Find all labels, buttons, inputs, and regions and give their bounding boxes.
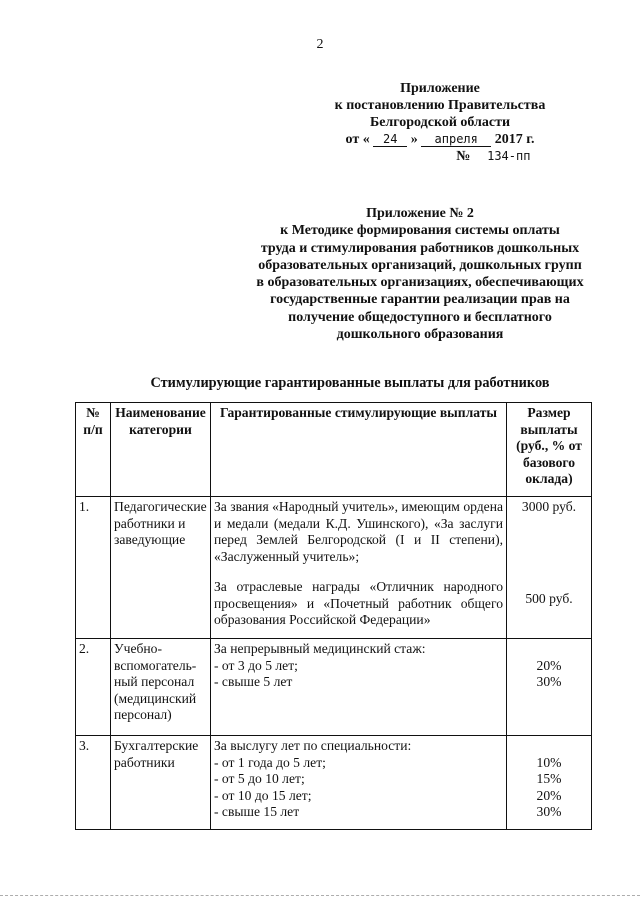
scan-artifact-line (0, 895, 640, 900)
row-payments (211, 497, 507, 639)
list-item: - свыше 5 лет (214, 674, 293, 689)
list-item: - свыше 15 лет (214, 804, 300, 819)
list-item: - от 1 года до 5 лет; (214, 754, 326, 770)
appendix2-line: Приложение № 2 (366, 206, 474, 221)
appendix-resolution: к постановлению Правительства (334, 98, 546, 113)
appendix2-line: дошкольного образования (336, 327, 504, 343)
amount-value: 20% (536, 657, 562, 673)
appendix2-line: образовательных организаций, дошкольных групп (258, 257, 582, 273)
row-payments (211, 639, 507, 736)
amount-value: 20% (536, 787, 562, 803)
amount-value: 3000 руб. (521, 499, 577, 514)
row-category: Учебно-вспомогатель-ный персонал (медицинский персонал) (111, 639, 211, 736)
appendix-region: Белгородской области (369, 115, 511, 130)
appendix2-line: труда и стимулирования работников дошкольных (260, 240, 580, 256)
header-amount: Размер выплаты (руб., % от базового оклада) (507, 403, 592, 497)
payment-intro: За выслугу лет по специальности: (214, 738, 412, 753)
number-value: 134-пп (487, 149, 531, 163)
number-prefix: № (456, 149, 471, 164)
methodology-appendix-header (230, 205, 610, 343)
payment-intro: За непрерывный медицинский стаж: (214, 641, 426, 656)
row-amount (507, 639, 592, 736)
table-title: Стимулирующие гарантированные выплаты для работников (150, 375, 550, 391)
table-row (76, 639, 592, 736)
appendix2-line: государственные гарантии реализации прав на (270, 292, 570, 308)
row-num: 1. (76, 497, 111, 639)
payment-text: За отраслевые награды «Отличник народного просвещения» и «Почетный работник общего образования Российской Федерации» (214, 579, 503, 627)
list-item: - от 5 до 10 лет; (214, 771, 305, 786)
table-row (76, 497, 592, 639)
row-amount (507, 736, 592, 830)
page-number: 2 (316, 37, 324, 52)
appendix2-line: в образовательных организациях, обеспечивающих (256, 275, 584, 291)
date-prefix: от « (345, 132, 370, 147)
amount-value: 30% (536, 804, 562, 819)
date-day: 24 (373, 133, 407, 147)
row-category: Педагогические работники и заведующие (111, 497, 211, 639)
resolution-appendix-header (310, 80, 570, 165)
payment-text: За звания «Народный учитель», имеющим ордена и медали (медали К.Д. Ушинского), «За заслуги перед Землей Белгородской (I и II степени), «Заслуженный учитель»; (214, 499, 503, 564)
row-num: 3. (76, 736, 111, 830)
header-category: Наименование категории (111, 403, 211, 497)
payments-table (75, 402, 592, 830)
list-item: - от 10 до 15 лет; (214, 787, 312, 803)
row-num: 2. (76, 639, 111, 736)
list-item: - от 3 до 5 лет; (214, 657, 298, 673)
amount-value: 500 руб. (525, 590, 573, 606)
row-amount (507, 497, 592, 639)
appendix-number (310, 148, 570, 165)
amount-value: 30% (536, 674, 562, 689)
table-row (76, 736, 592, 830)
appendix-title: Приложение (400, 81, 480, 96)
row-category: Бухгалтерские работники (111, 736, 211, 830)
appendix-date (310, 131, 570, 148)
amount-value: 10% (536, 754, 562, 770)
row-payments (211, 736, 507, 830)
table-header-row (76, 403, 592, 497)
header-num: № п/п (76, 403, 111, 497)
date-year: 2017 г. (494, 132, 535, 147)
amount-value: 15% (536, 771, 562, 786)
appendix2-line: к Методике формирования системы оплаты (280, 223, 560, 239)
date-month: апреля (421, 133, 491, 147)
header-payments: Гарантированные стимулирующие выплаты (211, 403, 507, 497)
date-mid: » (410, 132, 418, 147)
appendix2-line: получение общедоступного и бесплатного (288, 309, 552, 325)
